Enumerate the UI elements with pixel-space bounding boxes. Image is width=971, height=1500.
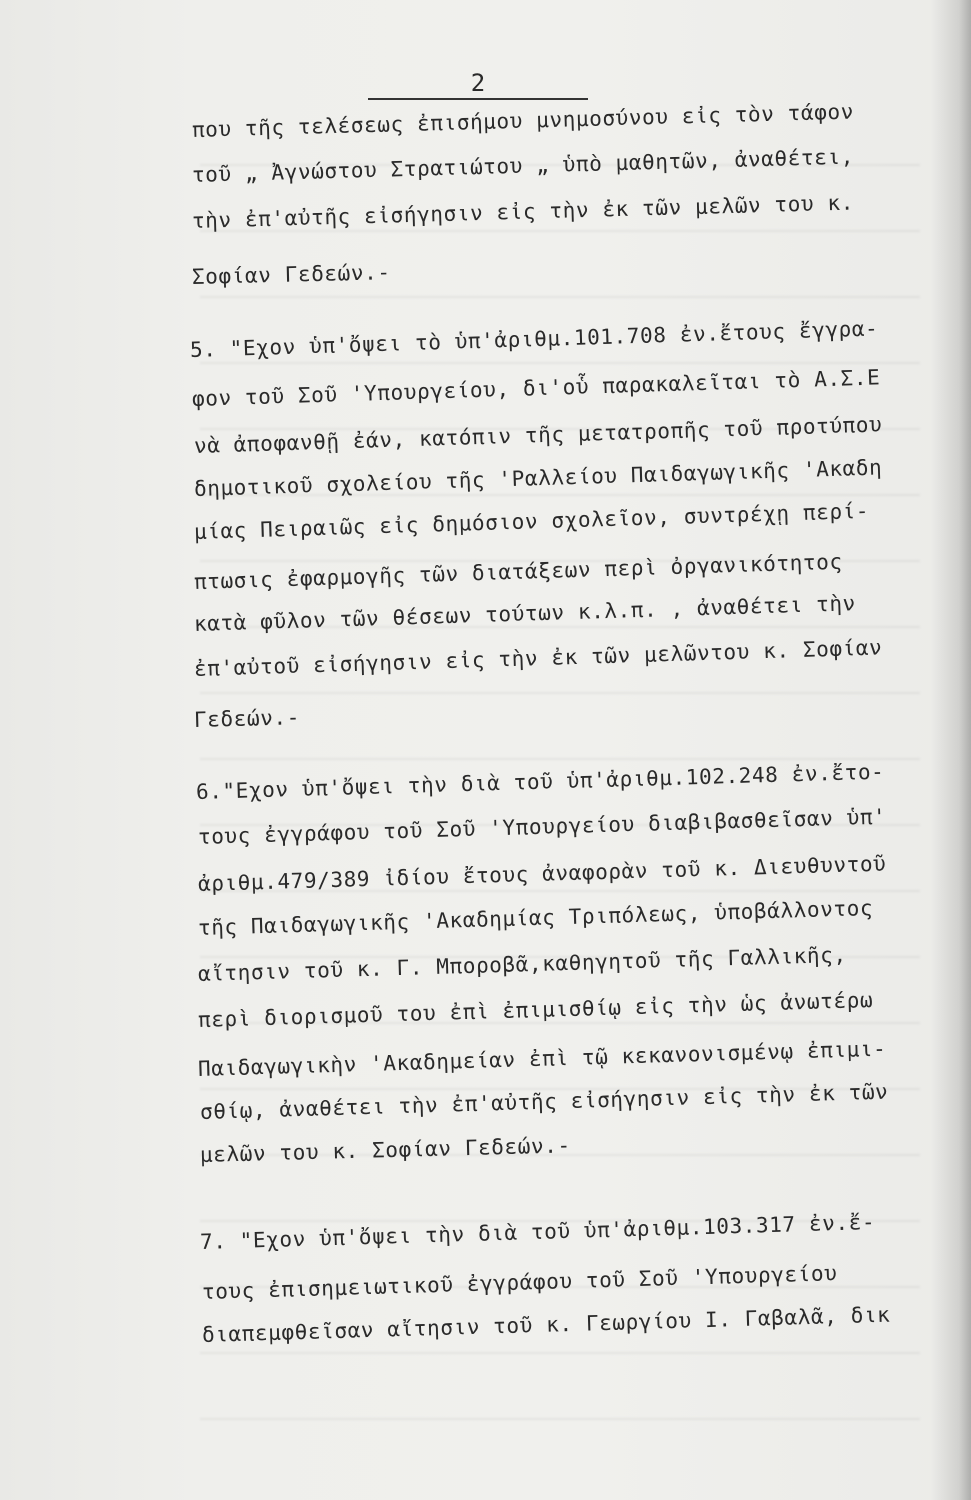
text-line: ἀριθμ.479/389 ἰδίου ἔτους ἀναφορὰν τοῦ κ. Διευθυντοῦ <box>197 851 887 896</box>
text-line: Σοφίαν Γεδεών.- <box>191 260 391 289</box>
text-line: σθίῳ, ἀναθέτει τὴν ἐπ'αὐτῆς εἰσήγησιν εἰς τὴν ἐκ τῶν <box>199 1079 889 1124</box>
text-line: τῆς Παιδαγωγικῆς 'Ακαδημίας Τριπόλεως, ὑποβάλλοντος <box>197 895 874 940</box>
text-line: μίας Πειραιῶς εἰς δημόσιον σχολεῖον, συντρέχῃ περί- <box>193 498 870 544</box>
text-line: που τῆς τελέσεως ἐπισήμου μνημοσύνου εἰς τὸν τάφον <box>191 99 855 142</box>
page-edge-shadow <box>931 0 971 1500</box>
text-line: περὶ διορισμοῦ του ἐπὶ ἐπιμισθίῳ εἰς τὴν ὡς ἀνωτέρω <box>197 987 874 1032</box>
text-line: κατὰ φῦλον τῶν θέσεων τούτων κ.λ.π. , ἀναθέτει τὴν <box>193 591 857 636</box>
text-line: 7. "Εχον ὑπ'ὄψει τὴν διὰ τοῦ ὑπ'ἀριθμ.103.317 ἐν.ἔ- <box>199 1209 876 1254</box>
page-number: 2 <box>368 70 588 100</box>
text-line: αἴτησιν τοῦ κ. Γ. Μποροβᾶ,καθηγητοῦ τῆς Γαλλικῆς, <box>197 942 847 986</box>
text-line: ἐπ'αὐτοῦ εἰσήγησιν εἰς τὴν ἐκ τῶν μελῶντου κ. Σοφίαν <box>193 635 883 681</box>
text-line: φον τοῦ Σοῦ 'Υπουργείου, δι'οὗ παρακαλεῖται τὸ Α.Σ.Ε <box>191 365 881 411</box>
text-line: 5. "Εχον ὑπ'ὄψει τὸ ὑπ'ἀριθμ.101.708 ἐν.ἔτους ἔγγρα- <box>189 316 879 362</box>
text-line: τους ἐπισημειωτικοῦ ἐγγράφου τοῦ Σοῦ 'Υπουργείου <box>201 1261 838 1304</box>
text-line: 6."Εχον ὑπ'ὄψει τὴν διὰ τοῦ ὑπ'ἀριθμ.102.248 ἐν.ἔτο- <box>195 759 885 804</box>
text-line: Παιδαγωγικὴν 'Ακαδημείαν ἐπὶ τῷ κεκανονισμένῳ ἐπιμι- <box>197 1036 887 1081</box>
text-line: δημοτικοῦ σχολείου τῆς 'Ραλλείου Παιδαγωγικῆς 'Ακαδη <box>193 455 883 501</box>
text-line: μελῶν του κ. Σοφίαν Γεδεών.- <box>199 1133 571 1167</box>
text-line: τους ἐγγράφου τοῦ Σοῦ 'Υπουργείου διαβιβασθεῖσαν ὑπ' <box>197 804 887 849</box>
text-line: πτωσις ἐφαρμογῆς τῶν διατάξεων περὶ ὀργανικότητος <box>193 549 843 594</box>
text-line: διαπεμφθεῖσαν αἴτησιν τοῦ κ. Γεωργίου Ι. Γαβαλᾶ, δικ <box>201 1302 891 1347</box>
text-line: νὰ ἀποφανθῇ ἐάν, κατόπιν τῆς μετατροπῆς τοῦ προτύπου <box>193 412 883 458</box>
text-line: Γεδεών.- <box>193 705 301 732</box>
text-line: τοῦ „ Ἀγνώστου Στρατιώτου „ ὑπὸ μαθητῶν, ἀναθέτει, <box>191 144 855 187</box>
text-line: τὴν ἐπ'αὐτῆς εἰσήγησιν εἰς τὴν ἐκ τῶν μελῶν του κ. <box>191 190 855 233</box>
